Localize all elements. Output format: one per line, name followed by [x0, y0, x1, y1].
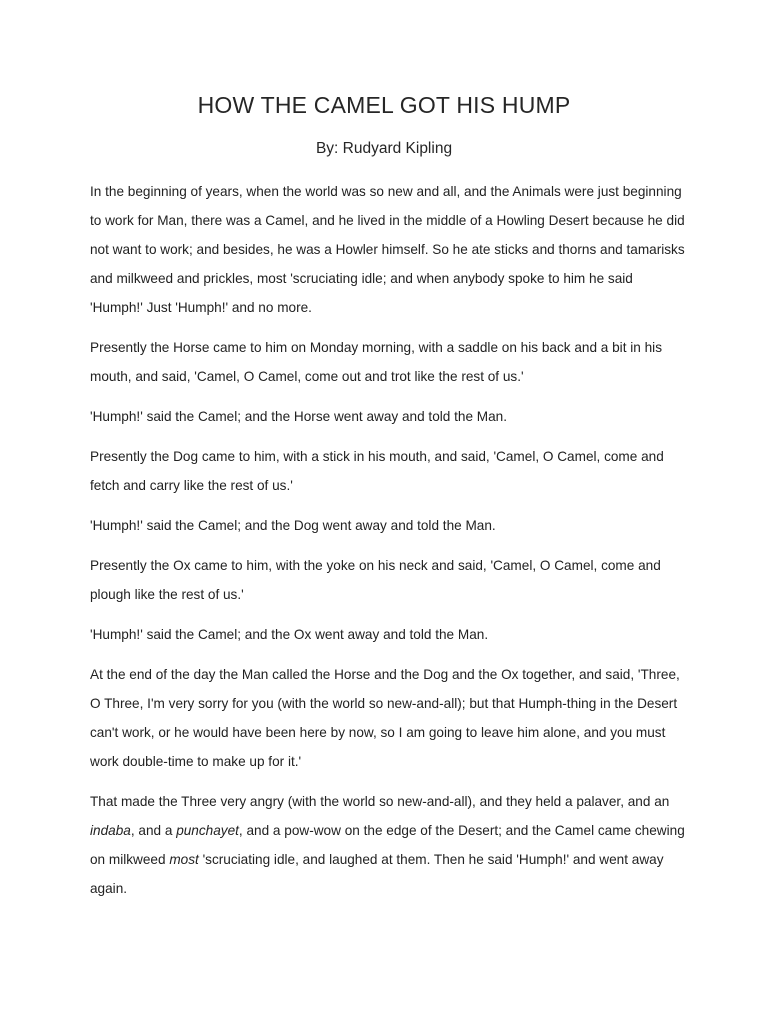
italic-word-most: most [169, 852, 199, 867]
paragraph-4: Presently the Dog came to him, with a stick in his mouth, and said, 'Camel, O Camel, come and fetch and carry like the rest of us.' [90, 449, 664, 493]
italic-word-indaba: indaba [90, 823, 131, 838]
author-byline: By: Rudyard Kipling [315, 140, 453, 157]
paragraph-9 [90, 787, 686, 903]
paragraph-9-text-b: , and a [130, 823, 177, 838]
story-body [90, 177, 686, 914]
paragraph-9-text-d: 'scruciating idle, and laughed at them. Then he said 'Humph!' and went away again. [90, 852, 664, 896]
paragraph-9-text-a: That made the Three very angry (with the world so new-and-all), and they held a palaver, and an [90, 794, 670, 809]
paragraph-3: 'Humph!' said the Camel; and the Horse went away and told the Man. [90, 409, 508, 424]
italic-word-punchayet: punchayet [176, 823, 239, 838]
paragraph-2: Presently the Horse came to him on Monday morning, with a saddle on his back and a bit in his mouth, and said, 'Camel, O Camel, come out and trot like the rest of us.' [90, 340, 662, 384]
paragraph-7: 'Humph!' said the Camel; and the Ox went away and told the Man. [90, 627, 489, 642]
paragraph-9-text-c: , and a pow-wow on the edge of the Desert; and the Camel came chewing on milkweed [90, 823, 685, 867]
paragraph-1: In the beginning of years, when the world was so new and all, and the Animals were just beginning to work for Man, there was a Camel, and he lived in the middle of a Howling Desert because he did not want to work; and besides, he was a Howler himself. So he ate sticks and thorns and tamarisks and milkweed and prickles, most 'scruciating idle; and when anybody spoke to him he said 'Humph!' Just 'Humph!' and no more. [90, 184, 685, 315]
paragraph-8: At the end of the day the Man called the Horse and the Dog and the Ox together, and said, 'Three, O Three, I'm very sorry for you (with the world so new-and-all); but that Humph-thing in the Desert can't work, or he would have been here by now, so I am going to leave him alone, and you must work double-time to make up for it.' [90, 667, 680, 769]
paragraph-5: 'Humph!' said the Camel; and the Dog went away and told the Man. [90, 518, 496, 533]
document-title: HOW THE CAMEL GOT HIS HUMP [197, 92, 571, 118]
paragraph-6: Presently the Ox came to him, with the yoke on his neck and said, 'Camel, O Camel, come and plough like the rest of us.' [90, 558, 661, 602]
